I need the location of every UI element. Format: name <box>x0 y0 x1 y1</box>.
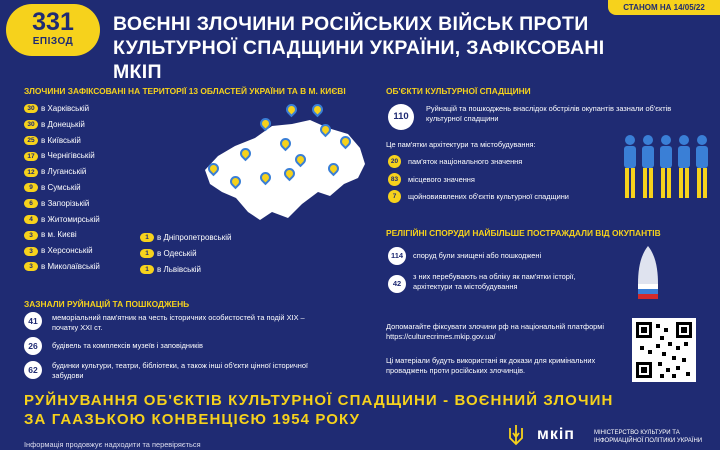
region-name: в Харківській <box>41 104 90 113</box>
region-name: в Житомирській <box>41 214 100 224</box>
qr-code-pattern <box>632 318 696 382</box>
region-row <box>140 246 231 262</box>
damage-count: 41 <box>24 312 42 330</box>
heritage-text: місцевого значення <box>408 175 475 184</box>
help-text-evidence: Ці матеріали будуть використані як докази для кримінальних проваджень проти російських злочинців. <box>386 356 596 375</box>
heritage-total: 110 <box>388 104 414 130</box>
region-name: в Львівській <box>157 264 201 274</box>
heritage-text: пам'яток національного значення <box>408 157 523 166</box>
footnote: Інформація продовжує надходити та перевіряється <box>24 440 201 449</box>
damage-count: 62 <box>24 361 42 379</box>
region-row <box>24 101 100 117</box>
region-count: 30 <box>24 104 38 113</box>
damage-count: 26 <box>24 337 42 355</box>
regions-list-right <box>140 230 231 277</box>
shell-icon <box>628 244 668 300</box>
religious-count: 42 <box>388 275 406 293</box>
region-row <box>24 212 100 228</box>
region-name: в Донецькій <box>41 119 85 129</box>
heritage-subheading: Це пам'ятки архітектури та містобудування: <box>386 140 536 149</box>
heritage-count: 83 <box>388 173 401 186</box>
region-row <box>24 259 100 275</box>
region-name: в Одеській <box>157 248 197 258</box>
ministry-name <box>594 429 702 445</box>
damage-text: меморіальний пам'ятник на честь історичних особистостей та подій XIX – початку XXI ст. <box>52 313 305 332</box>
region-row <box>24 133 100 149</box>
religious-heading: РЕЛІГІЙНІ СПОРУДИ НАЙБІЛЬШЕ ПОСТРАЖДАЛИ ВІД ОКУПАНТІВ <box>386 228 661 238</box>
region-name: в м. Києві <box>41 230 77 240</box>
region-row <box>140 262 231 278</box>
ministry-name-line-1: МІНІСТЕРСТВО КУЛЬТУРИ ТА <box>594 430 680 436</box>
religious-count: 114 <box>388 247 406 265</box>
region-count: 3 <box>24 231 38 240</box>
heritage-text: щойновиявлених об'єктів культурної спадщини <box>408 192 569 201</box>
region-row <box>24 148 100 164</box>
heritage-total-text: Руйнацій та пошкоджень внаслідок обстрілів окупантів зазнали об'єктів культурної спадщини <box>426 104 672 123</box>
region-count: 1 <box>140 233 154 242</box>
region-count: 3 <box>24 247 38 256</box>
region-row <box>24 164 100 180</box>
region-name: в Луганській <box>41 167 87 177</box>
region-row <box>24 243 100 259</box>
bottom-title-line-1: РУЙНУВАННЯ ОБ'ЄКТІВ КУЛЬТУРНОЇ СПАДЩИНИ - ВОЄННИЙ ЗЛОЧИН <box>24 392 614 409</box>
ministry-logo-mark: мкіп <box>537 426 575 443</box>
ministry-name-line-2: ІНФОРМАЦІЙНОЇ ПОЛІТИКИ УКРАЇНИ <box>594 438 703 444</box>
region-count: 1 <box>140 249 154 258</box>
region-name: в Херсонській <box>41 246 93 256</box>
regions-list-left <box>24 101 100 275</box>
region-row <box>24 117 100 133</box>
help-text-platform: Допомагайте фіксувати злочини рф на національній платформі https://culturecrimes.mkip.gov.ua/ <box>386 322 605 341</box>
region-row <box>24 196 100 212</box>
region-name: в Сумській <box>41 182 81 192</box>
region-count: 4 <box>24 215 38 224</box>
region-count: 9 <box>24 183 38 192</box>
region-row <box>24 227 100 243</box>
regions-heading: ЗЛОЧИНИ ЗАФІКСОВАНІ НА ТЕРИТОРІЇ 13 ОБЛАСТЕЙ УКРАЇНИ ТА В М. КИЄВІ <box>24 86 346 96</box>
damage-heading: ЗАЗНАЛИ РУЙНАЦІЙ ТА ПОШКОДЖЕНЬ <box>24 299 190 309</box>
region-count: 6 <box>24 199 38 208</box>
qr-code-icon[interactable] <box>632 318 696 382</box>
region-count: 1 <box>140 265 154 274</box>
region-name: в Миколаївській <box>41 261 100 271</box>
damage-text: будинки культури, театри, бібліотеки, а також інші об'єкти цінної історичної забудови <box>52 361 308 380</box>
region-count: 12 <box>24 168 38 177</box>
episode-label: ЕПІЗОД <box>32 36 74 47</box>
people-icon <box>620 130 712 202</box>
region-count: 3 <box>24 262 38 271</box>
ukraine-map <box>200 108 370 233</box>
region-name: в Чернігівській <box>41 151 95 161</box>
episode-badge <box>6 4 100 56</box>
region-name: в Запорізькій <box>41 198 90 208</box>
date-badge: СТАНОМ НА 14/05/22 <box>608 0 720 15</box>
heritage-count: 20 <box>388 155 401 168</box>
region-name: в Київській <box>41 135 81 145</box>
bottom-title <box>24 391 624 429</box>
title-line-1: ВОЄННІ ЗЛОЧИНИ РОСІЙСЬКИХ ВІЙСЬК ПРОТИ <box>113 13 589 35</box>
title-line-2: КУЛЬТУРНОЇ СПАДЩИНИ УКРАЇНИ, ЗАФІКСОВАНІ МКІП <box>113 37 605 83</box>
episode-number: 331 <box>32 8 74 36</box>
religious-text: з них перебувають на обліку як пам'ятки історії, архітектури та містобудування <box>413 272 576 291</box>
region-name: в Дніпропетровській <box>157 233 232 242</box>
religious-text: споруд були знищені або пошкоджені <box>413 251 542 260</box>
bottom-title-line-2: ЗА ГААЗЬКОЮ КОНВЕНЦІЄЮ 1954 РОКУ <box>24 411 361 428</box>
heritage-count: 7 <box>388 190 401 203</box>
region-count: 17 <box>24 152 38 161</box>
heritage-heading: ОБ'ЄКТИ КУЛЬТУРНОЇ СПАДЩИНИ <box>386 86 531 96</box>
region-count: 25 <box>24 136 38 145</box>
trident-icon <box>508 424 524 446</box>
damage-text: будівель та комплексів музеїв і заповідників <box>52 341 203 350</box>
region-count: 30 <box>24 120 38 129</box>
region-row <box>24 180 100 196</box>
page-title <box>113 12 633 84</box>
